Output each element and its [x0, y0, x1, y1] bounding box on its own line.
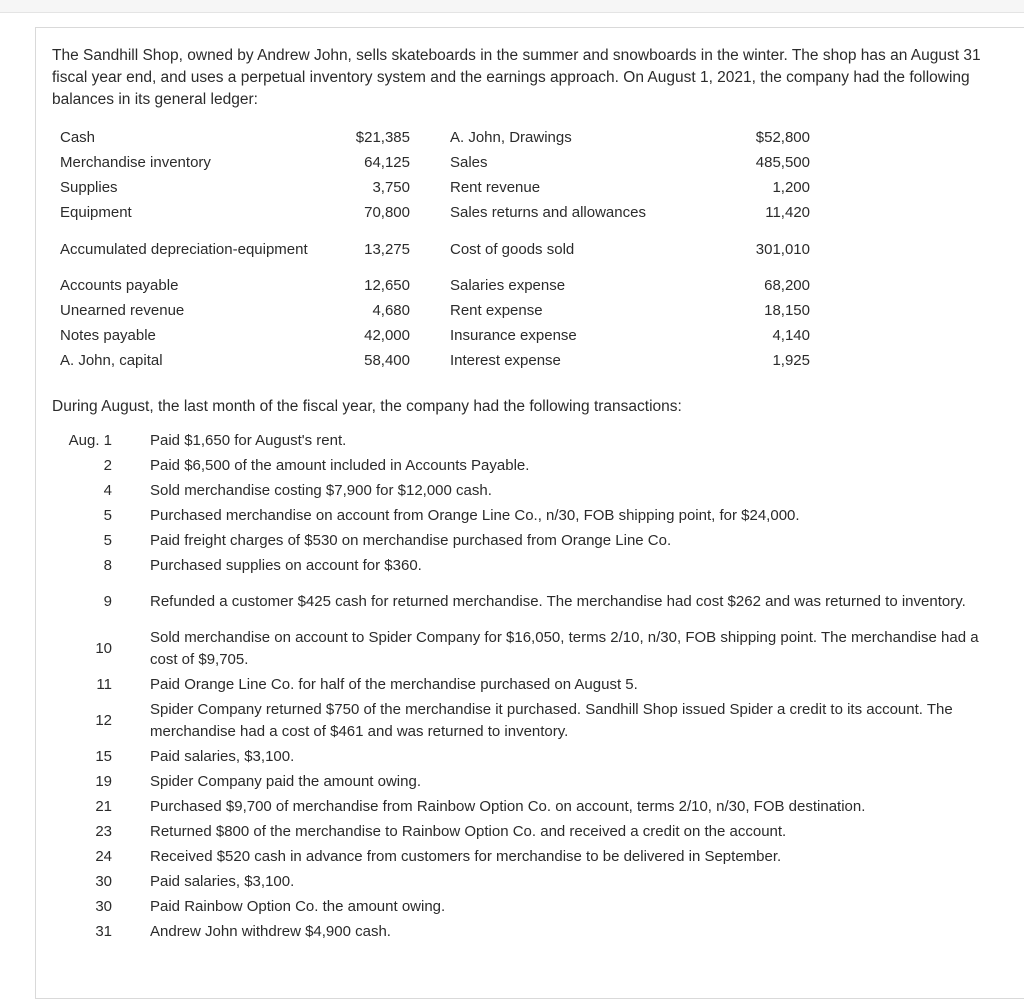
- transaction-row: [60, 769, 995, 794]
- transaction-row: [60, 428, 995, 453]
- transaction-date: 15: [95, 747, 112, 765]
- account-name: Rent expense: [450, 302, 543, 319]
- transaction-row: [60, 553, 995, 578]
- ledger-row: [60, 150, 810, 175]
- ledger-row: [60, 348, 810, 373]
- transaction-date: 5: [103, 506, 112, 524]
- transaction-date: 8: [103, 556, 112, 574]
- account-amount: 58,400: [364, 352, 410, 369]
- top-strip: [0, 0, 1024, 13]
- account-name: A. John, Drawings: [450, 129, 572, 146]
- transaction-description: Andrew John withdrew $4,900 cash.: [150, 922, 391, 940]
- transaction-date: 9: [103, 592, 112, 610]
- transaction-row: [60, 453, 995, 478]
- account-amount: 485,500: [755, 154, 810, 171]
- account-amount: 4,680: [372, 302, 410, 319]
- transaction-date: 30: [95, 872, 112, 890]
- transaction-date: 24: [95, 847, 112, 865]
- transaction-description: Spider Company returned $750 of the merchandise it purchased. Sandhill Shop issued Spider a credit to its account. The merchandise had a cost of $461 and was returned to inventory.: [150, 700, 953, 740]
- account-amount: 13,275: [364, 240, 410, 258]
- transaction-row: [60, 794, 995, 819]
- ledger-row: [60, 125, 810, 150]
- transaction-description: Purchased merchandise on account from Orange Line Co., n/30, FOB shipping point, for $24,000.: [150, 506, 800, 524]
- transaction-description: Purchased supplies on account for $360.: [150, 556, 422, 574]
- transaction-date: 11: [96, 675, 112, 693]
- account-name: Equipment: [60, 204, 132, 221]
- account-amount: 4,140: [772, 327, 810, 344]
- ledger-row: [60, 298, 810, 323]
- account-amount: 301,010: [755, 240, 810, 258]
- transaction-description: Spider Company paid the amount owing.: [150, 772, 421, 790]
- transaction-date: 5: [103, 531, 112, 549]
- transaction-date: 23: [95, 822, 112, 840]
- account-name: Supplies: [60, 179, 118, 196]
- transaction-date: 19: [95, 772, 112, 790]
- account-name: Cash: [60, 129, 96, 146]
- transaction-description: Paid freight charges of $530 on merchandise purchased from Orange Line Co.: [150, 531, 672, 549]
- transaction-description: Received $520 cash in advance from customers for merchandise to be delivered in September.: [150, 847, 782, 865]
- transaction-description: Sold merchandise costing $7,900 for $12,000 cash.: [150, 481, 492, 499]
- account-name: Notes payable: [60, 327, 156, 344]
- transaction-row: [60, 819, 995, 844]
- transaction-description: Refunded a customer $425 cash for returned merchandise. The merchandise had cost $262 and was returned to inventory.: [150, 592, 966, 610]
- account-amount: $21,385: [355, 129, 410, 146]
- account-name: A. John, capital: [60, 352, 163, 369]
- transaction-date: 2: [103, 456, 112, 474]
- transaction-description: Paid salaries, $3,100.: [150, 747, 295, 765]
- transaction-row: [60, 844, 995, 869]
- account-amount: 1,200: [772, 179, 810, 196]
- transaction-description: Paid $1,650 for August's rent.: [150, 431, 347, 449]
- transaction-row: [60, 919, 995, 944]
- transaction-date: 10: [95, 639, 112, 657]
- transaction-description: Paid salaries, $3,100.: [150, 872, 295, 890]
- account-name: Insurance expense: [450, 327, 577, 344]
- account-amount: 42,000: [364, 327, 410, 344]
- transaction-date: 21: [95, 797, 112, 815]
- transaction-description: Returned $800 of the merchandise to Rainbow Option Co. and received a credit on the account.: [150, 822, 787, 840]
- transaction-row: [60, 869, 995, 894]
- transaction-row: [60, 578, 995, 625]
- ledger-row: [60, 323, 810, 348]
- ledger-row: [60, 225, 810, 273]
- problem-intro: The Sandhill Shop, owned by Andrew John, sells skateboards in the summer and snowboards in the winter. The shop has an August 31 fiscal year end, and uses a perpetual inventory system and the earnings approach. On August 1, 2021, the company had the following balances in its general ledger:: [52, 47, 981, 108]
- account-name: Unearned revenue: [60, 302, 185, 319]
- transaction-row: [60, 697, 995, 744]
- account-name: Accumulated depreciation-equipment: [60, 240, 308, 258]
- account-name: Interest expense: [450, 352, 561, 369]
- ledger-balances-table: [60, 125, 810, 373]
- account-amount: 1,925: [772, 352, 810, 369]
- account-amount: 64,125: [364, 154, 410, 171]
- account-amount: 68,200: [764, 277, 810, 294]
- account-amount: 18,150: [764, 302, 810, 319]
- transaction-date: 12: [95, 711, 112, 729]
- transaction-row: [60, 894, 995, 919]
- transaction-date: Aug. 1: [68, 431, 112, 449]
- transaction-row: [60, 744, 995, 769]
- transaction-row: [60, 672, 995, 697]
- account-name: Rent revenue: [450, 179, 541, 196]
- transaction-description: Paid Orange Line Co. for half of the merchandise purchased on August 5.: [150, 675, 638, 693]
- transaction-row: [60, 478, 995, 503]
- account-name: Merchandise inventory: [60, 154, 211, 171]
- transaction-row: [60, 503, 995, 528]
- transaction-date: 30: [95, 897, 112, 915]
- transaction-date: 31: [95, 922, 112, 940]
- account-name: Accounts payable: [60, 277, 179, 294]
- account-name: Sales: [450, 154, 488, 171]
- transactions-table: [60, 428, 995, 944]
- account-name: Salaries expense: [450, 277, 566, 294]
- ledger-row: [60, 273, 810, 298]
- ledger-row: [60, 175, 810, 200]
- account-amount: 3,750: [372, 179, 410, 196]
- transaction-row: [60, 528, 995, 553]
- account-amount: 11,420: [765, 204, 810, 221]
- transaction-description: Purchased $9,700 of merchandise from Rainbow Option Co. on account, terms 2/10, n/30, FOB destination.: [150, 797, 866, 815]
- ledger-row: [60, 200, 810, 225]
- transaction-description: Paid $6,500 of the amount included in Accounts Payable.: [150, 456, 530, 474]
- account-name: Cost of goods sold: [450, 240, 575, 258]
- account-name: Sales returns and allowances: [450, 204, 646, 221]
- account-amount: 12,650: [364, 277, 410, 294]
- transactions-intro: During August, the last month of the fiscal year, the company had the following transactions:: [52, 398, 682, 415]
- transaction-description: Paid Rainbow Option Co. the amount owing.: [150, 897, 446, 915]
- account-amount: 70,800: [364, 204, 410, 221]
- transaction-date: 4: [103, 481, 112, 499]
- transaction-row: [60, 625, 995, 672]
- account-amount: $52,800: [755, 129, 810, 146]
- transaction-description: Sold merchandise on account to Spider Company for $16,050, terms 2/10, n/30, FOB shipping point. The merchandise had a cost of $9,705.: [150, 628, 979, 668]
